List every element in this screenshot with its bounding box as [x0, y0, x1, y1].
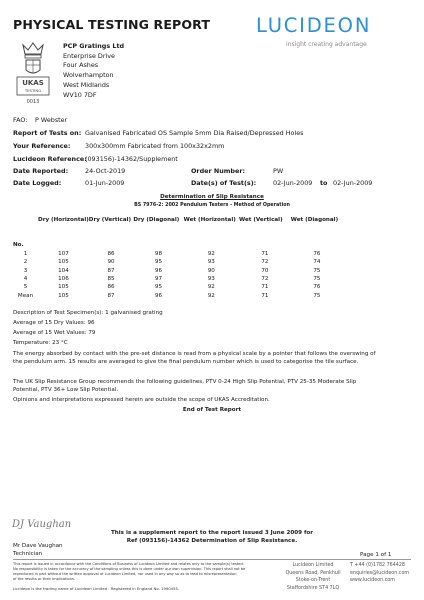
table-cell: 98 — [154, 251, 163, 258]
footer-conditions — [13, 562, 268, 582]
ukas-label: UKAS — [22, 79, 44, 87]
your-ref-value: 300x300mm Fabricated from 100x32x2mm — [85, 142, 225, 150]
fao-value: P Webster — [35, 116, 68, 124]
table-row — [13, 283, 343, 291]
address-line: Enterprise Drive — [63, 51, 115, 60]
no-label-row — [13, 239, 343, 250]
table-cell: 107 — [58, 251, 69, 258]
row-label: 3 — [23, 267, 28, 274]
test-dates-label: Date(s) of Test(s): — [191, 179, 257, 187]
table-cell: 75 — [313, 292, 321, 299]
column-header: Dry (Horizontal) — [38, 217, 89, 223]
table-cell: 95 — [154, 259, 163, 266]
table-cell: 97 — [154, 276, 163, 283]
table-cell: 71 — [261, 284, 269, 291]
table-row — [13, 275, 343, 283]
table-row — [13, 250, 343, 258]
table-cell: 72 — [261, 276, 269, 283]
footer-line: No responsibility is taken for the accuracy of the sampling unless this is done under our own supervision. This report shall not be — [13, 567, 246, 571]
uk-guidelines-line: Potential, PTV 36+ Low Slip Potential. — [13, 387, 119, 393]
table-cell: 75 — [313, 276, 321, 283]
table-cell: 76 — [313, 251, 321, 258]
table-cell: 74 — [313, 259, 321, 266]
table-cell: 87 — [107, 267, 115, 274]
table-cell: 71 — [261, 292, 269, 299]
footer-email: enquiries@lucideon.com — [350, 570, 410, 576]
test-date-from: 02-Jun-2009 — [273, 179, 313, 187]
row-label: 5 — [23, 284, 28, 291]
average-dry: Average of 15 Dry Values: 96 — [13, 320, 95, 326]
signatory-name: Mr Dave Vaughan — [13, 543, 63, 549]
energy-text-line: the pendulum arm. 15 results are averaged to give the final pendulum number which is used to categorise the tile surface. — [13, 359, 359, 365]
column-header: Dry (Vertical) — [88, 217, 132, 223]
order-number-label: Order Number: — [191, 167, 246, 175]
table-row — [13, 258, 343, 266]
table-cell: 70 — [261, 267, 269, 274]
your-ref-label: Your Reference: — [13, 142, 71, 150]
column-header: Dry (Diagonal) — [133, 217, 180, 223]
table-cell: 106 — [58, 276, 69, 283]
signature: DJ Vaughan — [12, 519, 72, 530]
row-label: 1 — [23, 251, 28, 258]
table-cell: 105 — [58, 284, 69, 291]
footer-website: www.lucideon.com — [350, 578, 395, 583]
footer-company — [283, 562, 343, 592]
ukas-crown-icon — [15, 40, 51, 108]
supplement-line: This is a supplement report to the report issued 3 June 2009 for — [110, 530, 314, 536]
no-label: No. — [13, 241, 24, 248]
address-line: Wolverhampton — [63, 71, 114, 80]
page-number: Page 1 of 1 — [360, 552, 392, 558]
column-header — [13, 217, 38, 239]
footer-contact — [350, 562, 409, 585]
table-row — [13, 267, 343, 275]
test-date-to: 02-Jun-2009 — [333, 179, 373, 187]
column-header: Wet (Diagonal) — [290, 217, 339, 223]
table-cell: 93 — [207, 276, 215, 283]
address-line: WV10 7DF — [63, 90, 97, 99]
row-label: Mean — [17, 292, 34, 299]
table-cell: 104 — [58, 267, 69, 274]
table-cell: 86 — [107, 251, 115, 258]
table-cell: 93 — [207, 259, 215, 266]
lucideon-ref-label: Lucideon Reference: — [13, 155, 87, 163]
ukas-number: 0013 — [26, 99, 40, 105]
table-cell: 72 — [261, 259, 269, 266]
supplement-notice — [104, 529, 320, 545]
table-cell: 90 — [107, 259, 115, 266]
energy-text-line: The energy absorbed by contact with the pre-set distance is read from a physical scale by a pointer that follows the overswing of — [13, 351, 376, 357]
table-header-row — [13, 217, 343, 239]
table-cell: 90 — [207, 267, 215, 274]
address-block — [63, 42, 124, 100]
table-cell: 76 — [313, 284, 321, 291]
table-cell: 105 — [58, 292, 69, 299]
date-reported-value: 24-Oct-2019 — [85, 167, 126, 175]
date-logged-value: 01-Jun-2009 — [85, 179, 125, 187]
report-title: PHYSICAL TESTING REPORT — [13, 17, 211, 32]
column-header: Wet (Horizontal) — [183, 217, 236, 223]
results-table — [13, 217, 343, 300]
section-subtitle: BS 7976-2: 2002 Pendulum Testers - Method of Operation — [134, 203, 290, 208]
to-label: to — [320, 179, 328, 187]
end-of-report: End of Test Report — [182, 407, 242, 413]
fao-label: FAO: — [13, 116, 28, 124]
opinions-text: Opinions and interpretations expressed herein are outside the scope of UKAS Accreditation. — [13, 397, 270, 403]
table-cell: 92 — [207, 251, 215, 258]
footer-company-line: Staffordshire ST4 7LQ — [286, 585, 340, 591]
footer-line: This report is issued in accordance with the Conditions of Business of Lucideon Limited and relates only to the sample(s) tested. — [13, 562, 244, 566]
ukas-sub: TESTING — [24, 88, 42, 93]
footer-line: of the results or their implications. — [13, 577, 76, 581]
uk-guidelines-line: The UK Slip Resistance Group recommends the following guidelines, PTV 0-24 High Slip Potential, PTV 25-35 Moderate Slip — [13, 379, 357, 385]
order-number-value: PW — [273, 167, 284, 175]
lucideon-ref-value: (093156)-14362/Supplement — [85, 155, 178, 163]
date-logged-label: Date Logged: — [13, 179, 62, 187]
table-cell: 96 — [154, 267, 163, 274]
footer-company-line: Lucideon Limited — [292, 563, 334, 568]
table-cell: 105 — [58, 259, 69, 266]
row-label: 4 — [23, 276, 28, 283]
table-cell: 87 — [107, 292, 115, 299]
ukas-logo — [15, 40, 51, 108]
footer-company-line: Stoke-on-Trent — [295, 578, 331, 583]
logo-tagline: insight creating advantage — [286, 41, 367, 48]
table-cell: 86 — [107, 284, 115, 291]
table-cell: 95 — [154, 284, 163, 291]
table-cell: 85 — [107, 276, 115, 283]
address-line: Four Ashes — [63, 61, 99, 70]
footer-trading: Lucideon is the trading name of Lucideon Limited . Registered in England No. 1990455. — [13, 586, 180, 591]
average-wet: Average of 15 Wet Values: 79 — [13, 330, 96, 336]
table-cell: 71 — [261, 251, 269, 258]
signatory-role: Technician — [13, 551, 43, 557]
temperature: Temperature: 23 °C — [13, 340, 68, 346]
address-line: West Midlands — [63, 80, 110, 89]
lucideon-logo: LUCIDEON — [256, 14, 372, 37]
table-cell: 92 — [207, 284, 215, 291]
table-cell: 75 — [313, 267, 321, 274]
table-cell: 96 — [154, 292, 163, 299]
table-row — [13, 291, 343, 299]
row-label: 2 — [23, 259, 28, 266]
tests-value: Galvanised Fabricated OS Sample 5mm Dia Raised/Depressed Holes — [85, 129, 304, 137]
footer-company-line: Queens Road, Penkhull — [285, 570, 341, 576]
table-cell: 92 — [207, 292, 215, 299]
footer-line: reproduced in part without the written approval of Lucideon Limited, nor used in any way so as to lead to misrepresentation — [13, 572, 237, 576]
footer-divider — [13, 559, 411, 560]
supplement-line: Ref (093156)-14362 Determination of Slip Resistance. — [126, 538, 298, 544]
address-line: PCP Gratings Ltd — [63, 42, 125, 50]
section-title: Determination of Slip Resistance — [160, 194, 264, 200]
specimen-description: Description of Test Specimen(s): 1 galvanised grating — [13, 310, 163, 316]
date-reported-label: Date Reported: — [13, 167, 69, 175]
column-header: Wet (Vertical) — [238, 217, 283, 223]
footer-phone: T +44 (0)1782 764428 — [350, 563, 405, 568]
tests-label: Report of Tests on: — [13, 129, 82, 137]
